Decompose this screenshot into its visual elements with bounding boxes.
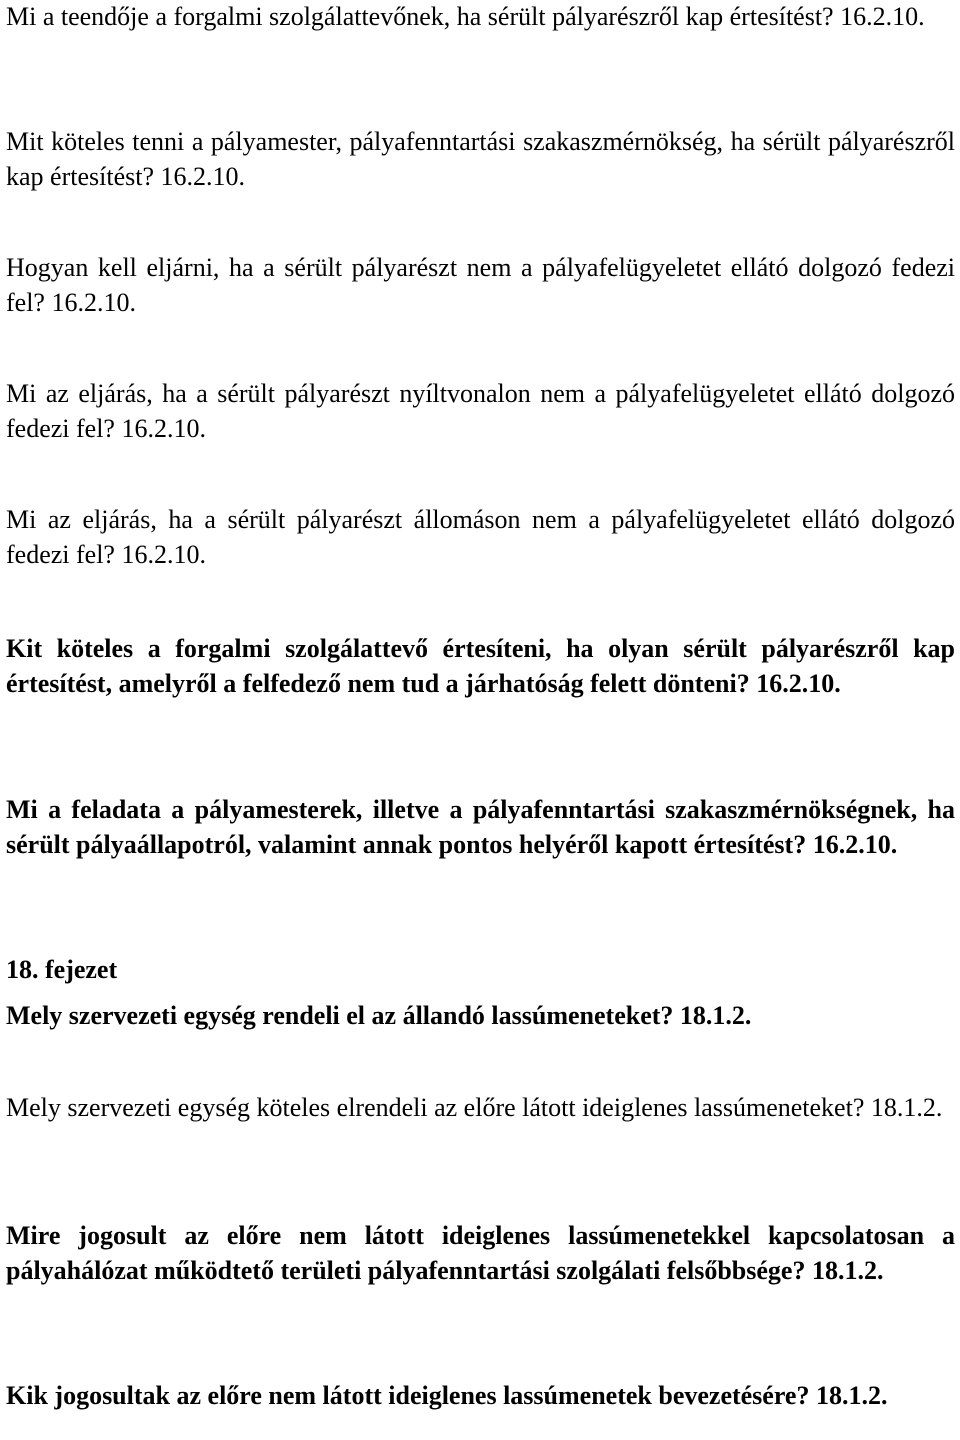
question-paragraph: Hogyan kell eljárni, ha a sérült pályarészt nem a pályafelügyeletet ellátó dolgozó fedezi fel? 16.2.10. [6,253,955,317]
chapter-heading: 18. fejezet [6,955,118,984]
question-paragraph: Kit köteles a forgalmi szolgálattevő értesíteni, ha olyan sérült pályarészről kap értesítést, amelyről a felfedező nem tud a járhatóság felett dönteni? 16.2.10. [6,634,955,698]
question-paragraph: Mely szervezeti egység köteles elrendeli az előre látott ideiglenes lassúmeneteket? 18.1.2. [6,1093,943,1122]
question-paragraph: Mit köteles tenni a pályamester, pályafenntartási szakaszmérnökség, ha sérült pályarészről kap értesítést? 16.2.10. [6,127,955,191]
question-paragraph: Mire jogosult az előre nem látott ideiglenes lassúmenetekkel kapcsolatosan a pályahálózat működtető területi pályafenntartási szolgálati felsőbbsége? 18.1.2. [6,1221,955,1285]
question-paragraph: Mi az eljárás, ha a sérült pályarészt nyíltvonalon nem a pályafelügyeletet ellátó dolgozó fedezi fel? 16.2.10. [6,379,955,443]
question-paragraph: Kik jogosultak az előre nem látott ideiglenes lassúmenetek bevezetésére? 18.1.2. [6,1381,888,1410]
question-paragraph: Mi a teendője a forgalmi szolgálattevőnek, ha sérült pályarészről kap értesítést? 16.2.10. [6,2,925,31]
question-paragraph: Mely szervezeti egység rendeli el az állandó lassúmeneteket? 18.1.2. [6,1001,752,1030]
question-paragraph: Mi a feladata a pályamesterek, illetve a pályafenntartási szakaszmérnökségnek, ha sérült pályaállapotról, valamint annak pontos helyéről kapott értesítést? 16.2.10. [6,795,955,859]
question-paragraph: Mi az eljárás, ha a sérült pályarészt állomáson nem a pályafelügyeletet ellátó dolgozó fedezi fel? 16.2.10. [6,505,955,569]
